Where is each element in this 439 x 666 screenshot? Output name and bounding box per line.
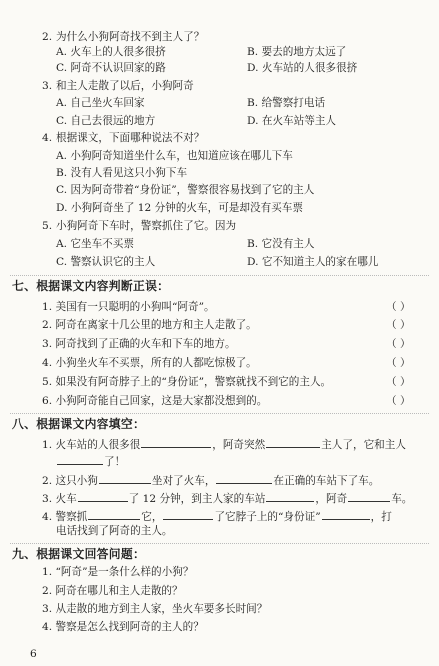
fill-item-2: 2. 这只小狗 坐对了火车， 在正确的车站下了车。 xyxy=(42,472,379,488)
question-4: 4. xyxy=(42,132,53,144)
q2-option-b: B. 要去的地方太远了 xyxy=(247,46,347,58)
judge-item-2: 2. 阿奇在离家十几公里的地方和主人走散了。 xyxy=(42,319,257,331)
answer-paren-6[interactable]: （ ） xyxy=(386,395,411,407)
fill-blank[interactable] xyxy=(78,490,128,502)
fill-blank[interactable] xyxy=(141,436,211,448)
answer-paren-4[interactable]: （ ） xyxy=(386,357,411,369)
fill-blank[interactable] xyxy=(163,508,213,520)
section-divider xyxy=(10,543,429,544)
question-2: 2. xyxy=(42,31,53,43)
fill-blank[interactable] xyxy=(266,436,320,448)
answer-paren-5[interactable]: （ ） xyxy=(386,376,411,388)
section-7-title: 七、根据课文内容判断正误： xyxy=(12,279,170,293)
page-number: 6 xyxy=(30,648,37,660)
q3-option-d: D. 在火车站等主人 xyxy=(247,115,337,127)
q4-option-b: B. 没有人看见这只小狗下车 xyxy=(56,167,188,179)
fill-blank[interactable] xyxy=(99,472,151,484)
answer-paren-3[interactable]: （ ） xyxy=(386,338,411,350)
fill-blank[interactable] xyxy=(266,490,314,502)
question-3: 3. xyxy=(42,80,53,92)
fill-item-3: 3. 火车 了 12 分钟，到主人家的车站 ，阿奇 车。 xyxy=(42,490,412,506)
q2-option-d: D. 火车站的人很多很挤 xyxy=(247,62,358,74)
fill-blank[interactable] xyxy=(216,472,272,484)
q5-option-d: D. 它不知道主人的家在哪儿 xyxy=(247,256,379,268)
q3-option-b: B. 给警察打电话 xyxy=(247,97,326,109)
question-5: 5. xyxy=(42,220,53,232)
answer-question-3: 3. 从走散的地方到主人家，坐火车要多长时间？ xyxy=(42,603,268,615)
q2-option-c: C. 阿奇不认识回家的路 xyxy=(56,62,166,74)
judge-item-3: 3. 阿奇找到了正确的火车和下车的地方。 xyxy=(42,338,236,350)
q5-option-a: A. 它坐车不买票 xyxy=(56,238,134,250)
judge-item-5: 5. 如果没有阿奇脖子上的“身份证”，警察就找不到它的主人。 xyxy=(42,376,332,388)
fill-blank[interactable] xyxy=(88,508,140,520)
q4-option-a: A. 小狗阿奇知道坐什么车，也知道应该在哪儿下车 xyxy=(56,150,293,162)
q5-option-c: C. 警察认识它的主人 xyxy=(56,256,156,268)
answer-question-1: 1. “阿奇”是一条什么样的小狗？ xyxy=(42,566,194,578)
section-divider xyxy=(10,413,429,414)
fill-item-1: 1. 火车站的人很多很 ，阿奇突然 主人了，它和主人 xyxy=(42,436,406,452)
judge-item-1: 1. 美国有一只聪明的小狗叫“阿奇”。 xyxy=(42,301,215,313)
q3-option-a: A. 自己坐火车回家 xyxy=(56,97,145,109)
q3-option-c: C. 自己去很远的地方 xyxy=(56,115,156,127)
fill-item-4: 4. 警察抓 它， 了它脖子上的“身份证” ，打 xyxy=(42,508,392,524)
answer-question-2: 2. 阿奇在哪儿和主人走散的？ xyxy=(42,585,183,597)
question-2-text: 为什么小狗阿奇找不到主人了？ xyxy=(56,31,205,43)
question-4-text: 根据课文，下面哪种说法不对？ xyxy=(56,132,205,144)
q4-option-d: D. 小狗阿奇坐了 12 分钟的火车，可是却没有买车票 xyxy=(56,202,303,214)
q5-option-b: B. 它没有主人 xyxy=(247,238,315,250)
question-5-text: 小狗阿奇下车时，警察抓住了它。因为 xyxy=(56,220,237,232)
answer-paren-2[interactable]: （ ） xyxy=(386,319,411,331)
answer-paren-1[interactable]: （ ） xyxy=(386,301,411,313)
section-divider xyxy=(10,275,429,276)
q2-option-a: A. 火车上的人很多很挤 xyxy=(56,46,166,58)
answer-question-4: 4. 警察是怎么找到阿奇的主人的？ xyxy=(42,621,204,633)
judge-item-6: 6. 小狗阿奇能自己回家，这是大家都没想到的。 xyxy=(42,395,268,407)
fill-blank[interactable] xyxy=(322,508,370,520)
section-9-title: 九、根据课文回答问题： xyxy=(12,547,146,561)
fill-item-1-cont: 了！ xyxy=(56,453,125,469)
fill-blank[interactable] xyxy=(57,453,103,465)
fill-item-4-cont: 电话找到了阿奇的主人。 xyxy=(56,525,173,537)
fill-blank[interactable] xyxy=(348,490,390,502)
q4-option-c: C. 因为阿奇带着“身份证”，警察很容易找到了它的主人 xyxy=(56,184,315,196)
judge-item-4: 4. 小狗坐火车不买票，所有的人都吃惊极了。 xyxy=(42,357,257,369)
question-3-text: 和主人走散了以后，小狗阿奇 xyxy=(56,80,194,92)
section-8-title: 八、根据课文内容填空： xyxy=(12,417,146,431)
